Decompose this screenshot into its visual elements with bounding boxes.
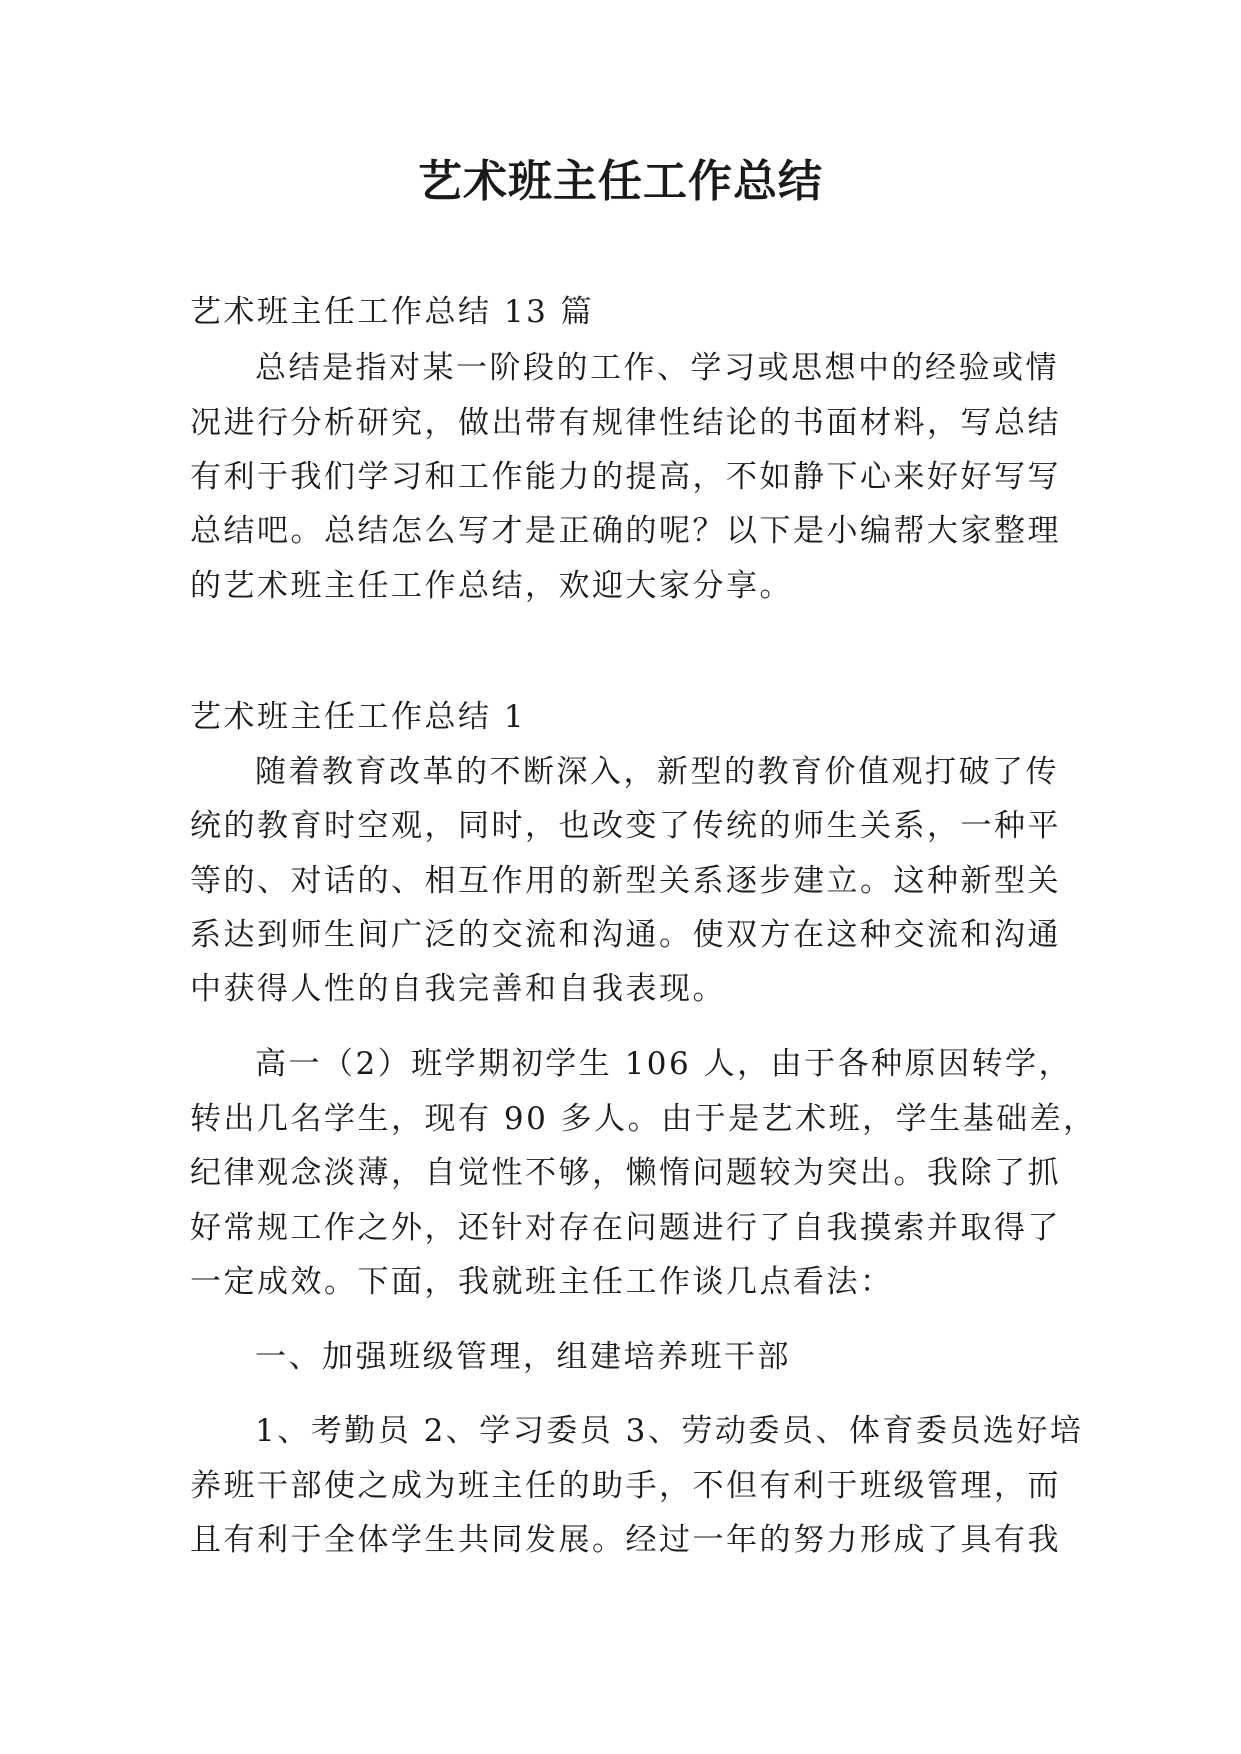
collection-subtitle: 艺术班主任工作总结 13 篇 — [190, 294, 595, 330]
paragraph-line: 好常规工作之外，还针对存在问题进行了自我摸索并取得了 — [190, 1210, 1061, 1246]
paragraph-line: 纪律观念淡薄，自觉性不够，懒惰问题较为突出。我除了抓 — [190, 1155, 1061, 1191]
paragraph-line: 系达到师生间广泛的交流和沟通。使双方在这种交流和沟通 — [190, 917, 1061, 953]
subheading: 一、加强班级管理，组建培养班干部 — [255, 1339, 791, 1375]
section-heading: 艺术班主任工作总结 1 — [190, 699, 527, 735]
paragraph-line: 等的、对话的、相互作用的新型关系逐步建立。这种新型关 — [190, 863, 1061, 899]
paragraph-line: 高一（2）班学期初学生 106 人，由于各种原因转学， — [255, 1046, 1073, 1082]
intro-line: 总结是指对某一阶段的工作、学习或思想中的经验或情 — [255, 350, 1059, 386]
intro-line: 总结吧。总结怎么写才是正确的呢？以下是小编帮大家整理 — [190, 513, 1061, 549]
intro-line: 的艺术班主任工作总结，欢迎大家分享。 — [190, 568, 793, 604]
paragraph-line: 且有利于全体学生共同发展。经过一年的努力形成了具有我 — [190, 1522, 1061, 1558]
paragraph-line: 中获得人性的自我完善和自我表现。 — [190, 971, 726, 1007]
paragraph-line: 1、考勤员 2、学习委员 3、劳动委员、体育委员选好培 — [255, 1413, 1084, 1449]
paragraph-line: 养班干部使之成为班主任的助手，不但有利于班级管理，而 — [190, 1468, 1061, 1504]
paragraph-line: 一定成效。下面，我就班主任工作谈几点看法： — [190, 1264, 894, 1300]
paragraph-line: 转出几名学生，现有 90 多人。由于是艺术班，学生基础差， — [190, 1101, 1097, 1137]
intro-line: 有利于我们学习和工作能力的提高，不如静下心来好好写写 — [190, 459, 1061, 495]
paragraph-line: 统的教育时空观，同时，也改变了传统的师生关系，一种平 — [190, 808, 1061, 844]
paragraph-line: 随着教育改革的不断深入，新型的教育价值观打破了传 — [255, 754, 1059, 790]
intro-line: 况进行分析研究，做出带有规律性结论的书面材料，写总结 — [190, 405, 1061, 441]
document-title: 艺术班主任工作总结 — [418, 156, 823, 207]
